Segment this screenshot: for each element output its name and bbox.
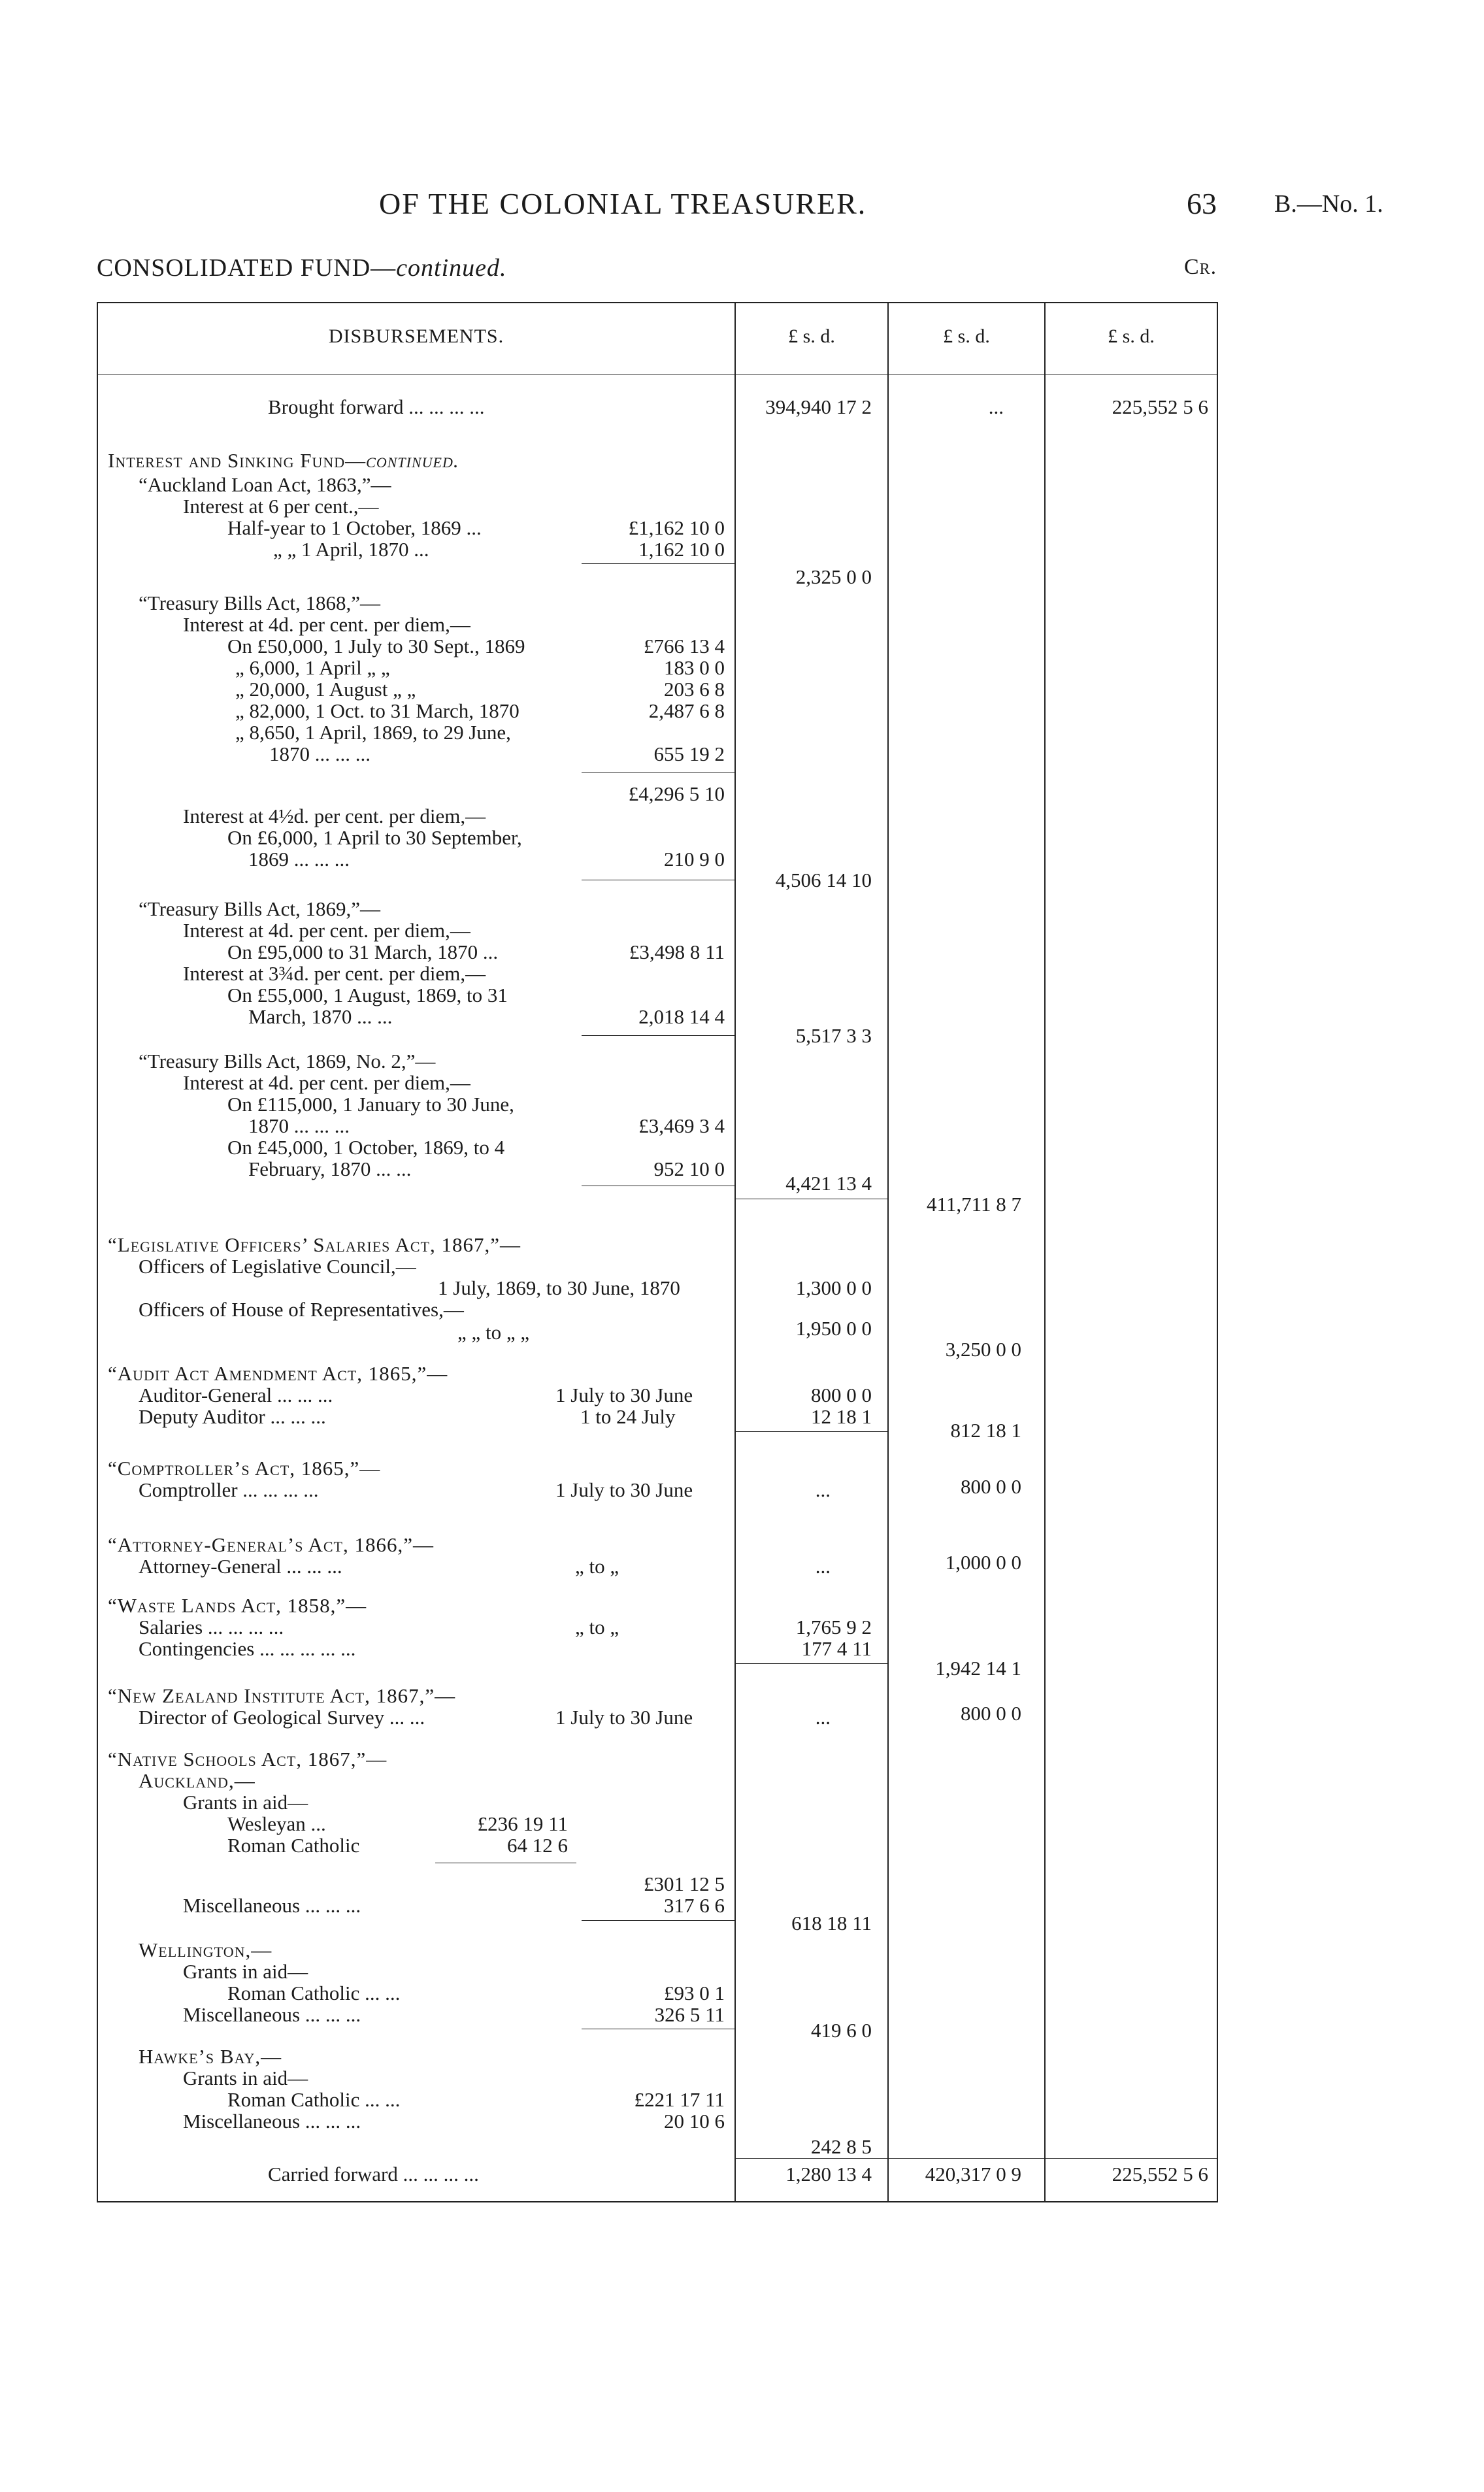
native-auckland-total: 618 18 11 [791, 1912, 872, 1935]
native-wellington-grants: Grants in aid— [183, 1960, 308, 1983]
comptroller-col1: ... [815, 1478, 831, 1501]
tb1869no2-line-2: On £45,000, 1 October, 1869, to 4 [227, 1136, 505, 1159]
tb1868-line-5: „ 8,650, 1 April, 1869, to 29 June, [235, 721, 511, 744]
native-auckland-misc-amount: 317 6 6 [664, 1894, 725, 1917]
waste-lands-act-title: “Waste Lands Act, 1858,”— [108, 1594, 367, 1617]
legislative-total: 3,250 0 0 [945, 1338, 1021, 1361]
auckland-loan-act-title: “Auckland Loan Act, 1863,”— [139, 473, 391, 496]
table-bottom-rule [97, 2201, 1218, 2202]
audit-total: 812 18 1 [950, 1419, 1021, 1442]
attorney-act-title: “Attorney-General’s Act, 1866,”— [108, 1533, 434, 1556]
legislative-period-2: „ „ to „ „ [457, 1321, 530, 1344]
audit-period-1: 1 July to 30 June [555, 1384, 693, 1406]
carried-forward-col2: 420,317 0 9 [925, 2163, 1021, 2185]
money-column-heading-3: £ s. d. [1108, 325, 1155, 347]
tb1868-amount-3: 203 6 8 [664, 678, 725, 701]
carried-forward-col3: 225,552 5 6 [1112, 2163, 1208, 2185]
tb1869no2-line-1-cont: 1870 ... ... ... [248, 1114, 350, 1137]
native-wellington-total: 419 6 0 [811, 2019, 872, 2042]
brought-forward-label: Brought forward ... ... ... ... [268, 395, 485, 418]
tb1868-amount-4: 2,487 6 8 [648, 699, 725, 722]
tb1869-amount-1: £3,498 8 11 [629, 940, 725, 963]
audit-period-2: 1 to 24 July [580, 1405, 676, 1428]
audit-amount-1: 800 0 0 [811, 1384, 872, 1406]
tb1869no2-line-1: On £115,000, 1 January to 30 June, [227, 1093, 514, 1116]
legislative-amount-1: 1,300 0 0 [795, 1276, 872, 1299]
tb1869no2-rate: Interest at 4d. per cent. per diem,— [183, 1071, 470, 1094]
native-hawkes-bay-heading: Hawke’s Bay,— [139, 2045, 282, 2068]
native-wellington-line-1: Roman Catholic ... ... [227, 1982, 401, 2004]
native-hawkes-bay-misc-amount: 20 10 6 [664, 2110, 725, 2133]
tb1869no2-total: 4,421 13 4 [785, 1172, 872, 1195]
legislative-act-title: “Legislative Officers’ Salaries Act, 1867,”— [108, 1233, 521, 1256]
native-auckland-line-2: Roman Catholic [227, 1834, 360, 1857]
institute-act-title: “New Zealand Institute Act, 1867,”— [108, 1684, 456, 1707]
attorney-col1: ... [815, 1555, 831, 1578]
auckland-loan-amount-1: £1,162 10 0 [628, 516, 725, 539]
legislative-line-2: Officers of House of Representatives,— [139, 1298, 464, 1321]
institute-period: 1 July to 30 June [555, 1706, 693, 1729]
tb1868-rate-2: Interest at 4½d. per cent. per diem,— [183, 805, 486, 827]
waste-lands-period: „ to „ [575, 1616, 619, 1638]
sum-rule [582, 1035, 734, 1036]
native-hawkes-bay-amount-1: £221 17 11 [634, 2088, 725, 2111]
auckland-loan-amount-2: 1,162 10 0 [638, 538, 725, 561]
document-series: B.—No. 1. [1274, 190, 1383, 218]
carried-forward-label: Carried forward ... ... ... ... [268, 2163, 479, 2185]
waste-lands-line-2: Contingencies ... ... ... ... ... [139, 1637, 356, 1660]
tb1868-line-1: On £50,000, 1 July to 30 Sept., 1869 [227, 635, 525, 657]
native-wellington-misc-amount: 326 5 11 [654, 2003, 725, 2026]
institute-total: 800 0 0 [961, 1702, 1021, 1725]
auckland-loan-line-1: Half-year to 1 October, 1869 ... [227, 516, 482, 539]
native-auckland-heading: Auckland,— [139, 1769, 256, 1792]
comptroller-line: Comptroller ... ... ... ... [139, 1478, 319, 1501]
auckland-loan-line-2: „ „ 1 April, 1870 ... [273, 538, 429, 561]
tb1868-line-2: „ 6,000, 1 April „ „ [235, 656, 390, 679]
money-column-heading-1: £ s. d. [788, 325, 835, 347]
tb1869-total: 5,517 3 3 [795, 1024, 872, 1047]
tb1869-amount-2: 2,018 14 4 [638, 1005, 725, 1028]
tb1869no2-line-2-cont: February, 1870 ... ... [248, 1157, 412, 1180]
waste-lands-line-1: Salaries ... ... ... ... [139, 1616, 284, 1638]
money-column-heading-2: £ s. d. [943, 325, 990, 347]
tb1869-line-2: On £55,000, 1 August, 1869, to 31 [227, 984, 508, 1006]
native-hawkes-bay-misc: Miscellaneous ... ... ... [183, 2110, 361, 2133]
carried-forward-rule [734, 2158, 1217, 2159]
tb1868-line-5-cont: 1870 ... ... ... [269, 742, 371, 765]
page-number: 63 [1187, 187, 1217, 220]
tb1869-line-2-cont: March, 1870 ... ... [248, 1005, 393, 1028]
legislative-period-1: 1 July, 1869, to 30 June, 1870 [438, 1276, 680, 1299]
attorney-line: Attorney-General ... ... ... [139, 1555, 342, 1578]
tb1868-line-6: On £6,000, 1 April to 30 September, [227, 826, 522, 849]
institute-line: Director of Geological Survey ... ... [139, 1706, 425, 1729]
audit-line-2: Deputy Auditor ... ... ... [139, 1405, 326, 1428]
legislative-amount-2: 1,950 0 0 [795, 1317, 872, 1340]
tb1868-amount-5: 655 19 2 [653, 742, 725, 765]
waste-lands-total: 1,942 14 1 [935, 1657, 1021, 1680]
tb1868-line-3: „ 20,000, 1 August „ „ [235, 678, 416, 701]
brought-forward-col3: 225,552 5 6 [1112, 395, 1208, 418]
native-hawkes-bay-line-1: Roman Catholic ... ... [227, 2088, 401, 2111]
native-auckland-line-1: Wesleyan ... [227, 1812, 326, 1835]
table-top-rule [97, 302, 1218, 303]
waste-lands-amount-1: 1,765 9 2 [795, 1616, 872, 1638]
tb1868-total: 4,506 14 10 [775, 869, 872, 891]
auckland-loan-rate: Interest at 6 per cent.,— [183, 495, 379, 518]
native-wellington-amount-1: £93 0 1 [664, 1982, 725, 2004]
tb1868-line-4: „ 82,000, 1 Oct. to 31 March, 1870 [235, 699, 519, 722]
table-left-border [97, 302, 98, 2202]
comptroller-period: 1 July to 30 June [555, 1478, 693, 1501]
tb1869-line-1: On £95,000 to 31 March, 1870 ... [227, 940, 499, 963]
institute-col1: ... [815, 1706, 831, 1729]
native-wellington-heading: Wellington,— [139, 1938, 272, 1961]
credit-label: Cr. [1184, 255, 1217, 279]
native-auckland-misc: Miscellaneous ... ... ... [183, 1894, 361, 1917]
tb1869-rate-2: Interest at 3¾d. per cent. per diem,— [183, 962, 486, 985]
native-auckland-amount-2: 64 12 6 [507, 1834, 568, 1857]
treasury-bills-1868-rate: Interest at 4d. per cent. per diem,— [183, 613, 470, 636]
tb1868-amount-2: 183 0 0 [664, 656, 725, 679]
treasury-bills-1869-no2-title: “Treasury Bills Act, 1869, No. 2,”— [139, 1050, 436, 1072]
attorney-period: „ to „ [575, 1555, 619, 1578]
native-wellington-misc: Miscellaneous ... ... ... [183, 2003, 361, 2026]
comptroller-act-title: “Comptroller’s Act, 1865,”— [108, 1457, 381, 1480]
disbursements-heading: DISBURSEMENTS. [328, 325, 504, 347]
interest-grand-total: 411,711 8 7 [927, 1193, 1021, 1216]
page-title: OF THE COLONIAL TREASURER. [379, 187, 867, 220]
brought-forward-col2: ... [988, 395, 1004, 418]
treasury-bills-1868-title: “Treasury Bills Act, 1868,”— [139, 591, 380, 614]
native-schools-act-title: “Native Schools Act, 1867,”— [108, 1748, 387, 1770]
waste-lands-amount-2: 177 4 11 [801, 1637, 872, 1660]
column-divider-2 [887, 302, 889, 2202]
brought-forward-col1: 394,940 17 2 [765, 395, 872, 418]
sum-rule [582, 1920, 734, 1921]
table-right-border [1217, 302, 1218, 2202]
auckland-loan-total: 2,325 0 0 [795, 565, 872, 588]
audit-act-title: “Audit Act Amendment Act, 1865,”— [108, 1362, 448, 1385]
tb1869no2-amount-2: 952 10 0 [653, 1157, 725, 1180]
tb1868-line-6-cont: 1869 ... ... ... [248, 848, 350, 871]
native-hawkes-bay-grants: Grants in aid— [183, 2067, 308, 2089]
native-auckland-grants: Grants in aid— [183, 1791, 308, 1814]
treasury-bills-1869-title: “Treasury Bills Act, 1869,”— [139, 897, 380, 920]
tb1868-amount-6: 210 9 0 [664, 848, 725, 871]
tb1868-amount-1: £766 13 4 [644, 635, 725, 657]
native-auckland-subtotal: £301 12 5 [644, 1872, 725, 1895]
audit-line-1: Auditor-General ... ... ... [139, 1384, 333, 1406]
legislative-line-1: Officers of Legislative Council,— [139, 1255, 416, 1278]
native-auckland-amount-1: £236 19 11 [477, 1812, 568, 1835]
column-divider-3 [1044, 302, 1046, 2202]
sum-rule [734, 1663, 887, 1664]
audit-amount-2: 12 18 1 [811, 1405, 872, 1428]
sum-rule [734, 1431, 887, 1432]
column-divider-1 [734, 302, 736, 2202]
native-hawkes-bay-total: 242 8 5 [811, 2135, 872, 2158]
tb1868-subtotal: £4,296 5 10 [628, 782, 725, 805]
comptroller-total: 800 0 0 [961, 1475, 1021, 1498]
tb1869no2-amount-1: £3,469 3 4 [638, 1114, 725, 1137]
attorney-total: 1,000 0 0 [945, 1551, 1021, 1574]
carried-forward-col1: 1,280 13 4 [785, 2163, 872, 2185]
interest-heading: Interest and Sinking Fund—continued. [108, 449, 459, 472]
fund-heading: CONSOLIDATED FUND—continued. [97, 254, 507, 282]
sum-rule [582, 563, 734, 564]
tb1869-rate: Interest at 4d. per cent. per diem,— [183, 919, 470, 942]
